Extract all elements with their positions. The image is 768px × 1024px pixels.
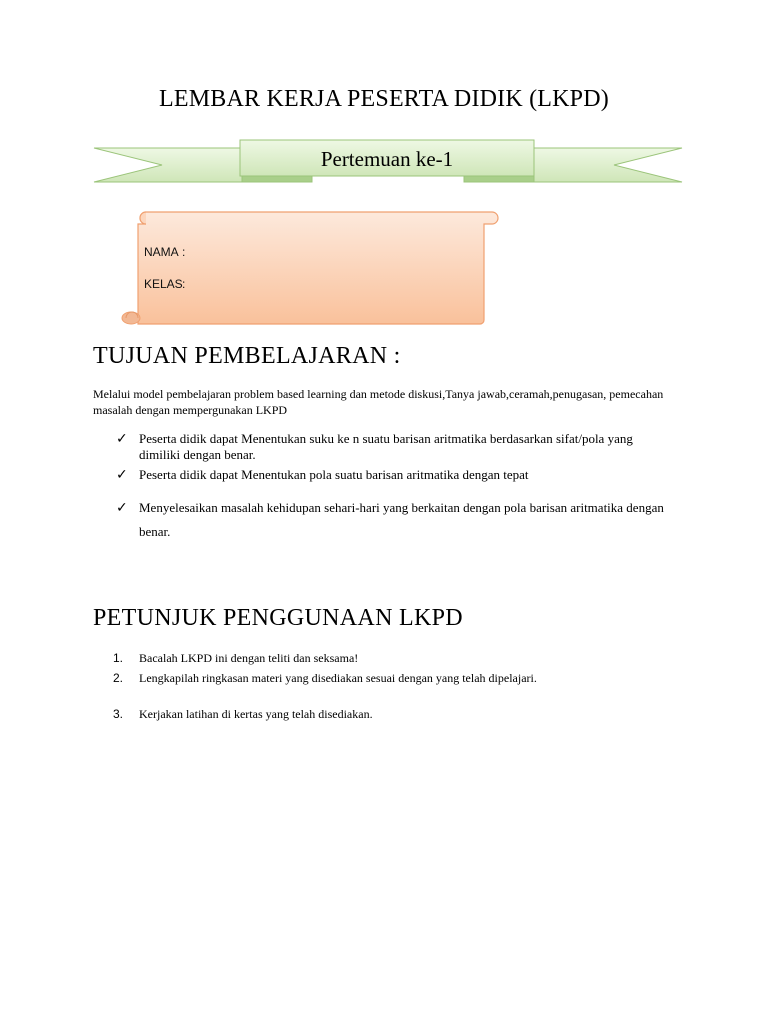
- objective-text: Peserta didik dapat Menentukan pola suatu barisan aritmatika dengan tepat: [139, 467, 529, 482]
- check-icon: ✓: [116, 500, 128, 516]
- instruction-item: [113, 706, 675, 722]
- document-title: LEMBAR KERJA PESERTA DIDIK (LKPD): [159, 86, 609, 112]
- objectives-intro: Melalui model pembelajaran problem based learning dan metode diskusi,Tanya jawab,ceramah,penugasan, pemecahan masalah dengan mempergunakan LKPD: [93, 387, 664, 417]
- instruction-text: Lengkapilah ringkasan materi yang disediakan sesuai dengan yang telah dipelajari.: [139, 671, 537, 685]
- instruction-number: 3.: [113, 707, 124, 721]
- check-icon: ✓: [116, 467, 128, 483]
- scroll-shape: [120, 208, 502, 328]
- meeting-ribbon-banner: [92, 138, 684, 186]
- class-label: KELAS: [144, 277, 183, 291]
- instruction-item: [113, 650, 675, 666]
- check-icon: ✓: [116, 431, 128, 447]
- instructions-heading: PETUNJUK PENGGUNAAN LKPD: [93, 605, 463, 631]
- identity-scroll: [120, 208, 502, 328]
- instruction-text: Kerjakan latihan di kertas yang telah disediakan.: [139, 707, 373, 721]
- instruction-text: Bacalah LKPD ini dengan teliti dan seksama!: [139, 651, 359, 665]
- objective-text: Peserta didik dapat Menentukan suku ke n suatu barisan aritmatika berdasarkan sifat/pola yang dimiliki dengan benar.: [139, 431, 633, 462]
- meeting-label: Pertemuan ke-1: [320, 147, 454, 171]
- objective-text: Menyelesaikan masalah kehidupan sehari-hari yang berkaitan dengan pola barisan aritmatika dengan benar.: [139, 500, 664, 539]
- objective-item: [116, 467, 676, 483]
- objectives-heading: TUJUAN PEMBELAJARAN :: [93, 343, 401, 369]
- instruction-number: 1.: [113, 651, 124, 665]
- name-label: NAMA: [144, 245, 179, 259]
- name-field[interactable]: [144, 245, 185, 259]
- instruction-item: [113, 670, 675, 686]
- name-separator: :: [182, 245, 186, 259]
- class-field[interactable]: [144, 277, 185, 291]
- objective-item: [116, 496, 676, 544]
- class-separator: :: [182, 277, 186, 291]
- instruction-number: 2.: [113, 671, 124, 685]
- objective-item: [116, 431, 676, 463]
